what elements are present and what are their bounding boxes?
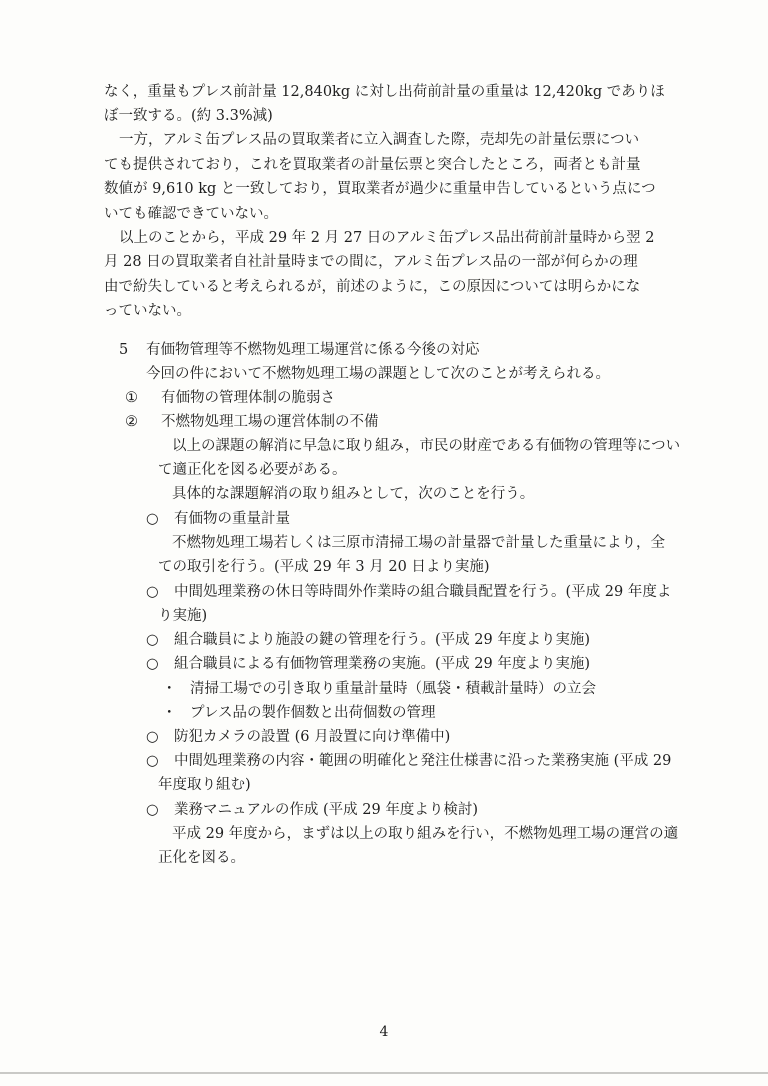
section-number: 5: [119, 342, 129, 358]
sub-item-text: プレス品の製作個数と出荷個数の管理: [190, 705, 436, 721]
scan-edge-divider: [0, 1072, 768, 1074]
action-item: [146, 654, 590, 674]
circle-bullet-icon: ○: [146, 656, 159, 672]
action-item: [146, 582, 671, 602]
body-text-line: っていない。: [104, 303, 191, 319]
dot-bullet-icon: ・: [162, 705, 177, 721]
action-text: 防犯カメラの設置 (6 月設置に向け準備中): [174, 729, 451, 745]
action-text: 業務マニュアルの作成 (平成 29 年度より検討): [174, 802, 479, 818]
sub-item: [162, 679, 596, 699]
action-item: [146, 727, 450, 747]
action-item: [146, 509, 290, 529]
circled-number-1: ①: [125, 390, 138, 406]
page-number: 4: [379, 1024, 389, 1040]
body-text-line: ぼ一致する。(約 3.3%減): [104, 108, 273, 124]
issue-item: [125, 412, 379, 432]
action-item: [146, 751, 671, 771]
body-text-line: 以上のことから，平成 29 年 2 月 27 日のアルミ缶プレス品出荷前計量時から翌 2: [119, 230, 655, 246]
circle-bullet-icon: ○: [146, 511, 159, 527]
dot-bullet-icon: ・: [162, 681, 177, 697]
issue-text: 不燃物処理工場の運営体制の不備: [161, 414, 379, 430]
circle-bullet-icon: ○: [146, 584, 159, 600]
action-detail-line: ての取引を行う。(平成 29 年 3 月 20 日より実施): [158, 559, 490, 575]
section-intro: 今回の件において不燃物処理工場の課題として次のことが考えられる。: [146, 366, 610, 382]
action-text-cont: 年度取り組む): [158, 777, 251, 793]
body-text-line: なく，重量もプレス前計量 12,840kg に対し出荷前計量の重量は 12,420kg でありほ: [104, 84, 665, 100]
circle-bullet-icon: ○: [146, 729, 159, 745]
conclusion-line: 正化を図る。: [158, 850, 245, 866]
actions-intro: 具体的な課題解消の取り組みとして，次のことを行う。: [172, 486, 535, 502]
circle-bullet-icon: ○: [146, 632, 159, 648]
body-text-line: いても確認できていない。: [104, 206, 278, 222]
body-text-line: 数値が 9,610 kg と一致しており，買取業者が過少に重量申告しているという点につ: [104, 181, 656, 197]
conclusion-line: 平成 29 年度から，まずは以上の取り組みを行い，不燃物処理工場の運営の適: [172, 826, 679, 842]
action-item: [146, 630, 590, 650]
section-title: 有価物管理等不燃物処理工場運営に係る今後の対応: [146, 342, 480, 358]
body-text-line: 月 28 日の買取業者自社計量時までの間に，アルミ缶プレス品の一部が何らかの理: [104, 254, 638, 270]
action-text: 中間処理業務の内容・範囲の明確化と発注仕様書に沿った業務実施 (平成 29: [174, 753, 672, 769]
sub-item-text: 清掃工場での引き取り重量計量時（風袋・積載計量時）の立会: [190, 681, 596, 697]
issue-text: 有価物の管理体制の脆弱さ: [161, 390, 335, 406]
circled-number-2: ②: [125, 414, 138, 430]
action-text: 組合職員により施設の鍵の管理を行う。(平成 29 年度より実施): [174, 632, 590, 648]
action-text: 中間処理業務の休日等時間外作業時の組合職員配置を行う。(平成 29 年度よ: [174, 584, 672, 600]
body-text-line: ても提供されており，これを買取業者の計量伝票と突合したところ，両者とも計量: [104, 157, 641, 173]
body-text-line: 由で紛失していると考えられるが，前述のように，この原因については明らかにな: [104, 279, 641, 295]
body-text-line: て適正化を図る必要がある。: [158, 462, 347, 478]
body-text-line: 一方，アルミ缶プレス品の買取業者に立入調査した際，売却先の計量伝票につい: [119, 132, 640, 148]
circle-bullet-icon: ○: [146, 753, 159, 769]
body-text-line: 以上の課題の解消に早急に取り組み，市民の財産である有価物の管理等につい: [172, 438, 681, 454]
action-item: [146, 800, 478, 820]
circle-bullet-icon: ○: [146, 802, 159, 818]
action-text: 組合職員による有価物管理業務の実施。(平成 29 年度より実施): [174, 656, 590, 672]
section-heading: [119, 340, 480, 360]
issue-item: [125, 388, 335, 408]
sub-item: [162, 703, 435, 723]
action-detail-line: 不燃物処理工場若しくは三原市清掃工場の計量器で計量した重量により，全: [172, 535, 665, 551]
action-text-cont: り実施): [158, 608, 208, 624]
action-title: 有価物の重量計量: [174, 511, 290, 527]
